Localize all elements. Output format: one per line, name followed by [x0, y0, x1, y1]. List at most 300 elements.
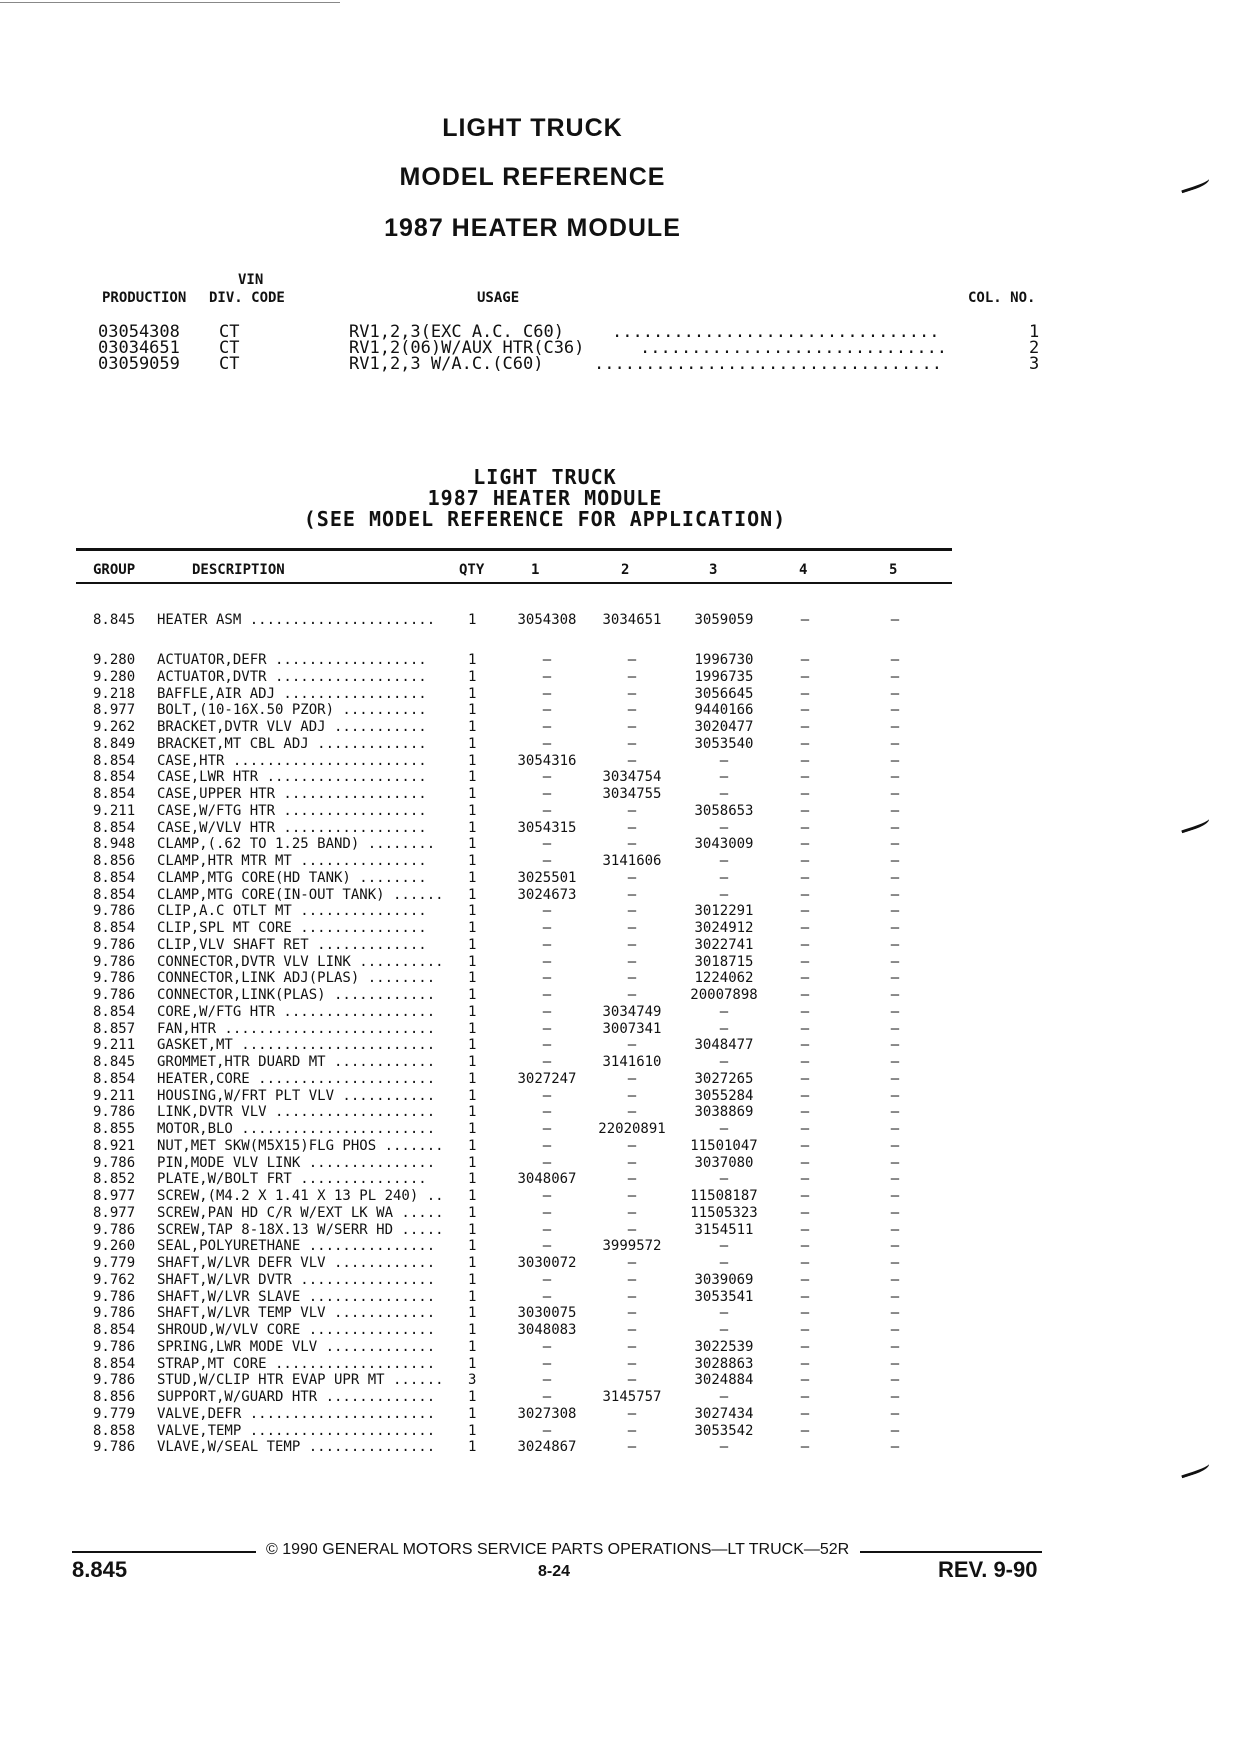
table-row: [0, 920, 1249, 937]
table-row: [0, 1423, 1249, 1440]
cell-col-1: —: [542, 702, 552, 719]
cell-col-5: —: [890, 1188, 900, 1204]
cell-col-1: —: [542, 1338, 552, 1355]
table-row: [0, 987, 1249, 1004]
cell-col-5: —: [890, 1104, 900, 1121]
cell-col-2: 3034754: [602, 769, 662, 786]
cell-col-2: 3999572: [602, 1238, 662, 1255]
cell-qty: 1: [468, 1070, 477, 1087]
cell-col-5: —: [890, 1003, 900, 1020]
cell-col-1: —: [542, 1288, 552, 1305]
cell-col-1: 3030072: [517, 1255, 577, 1271]
cell-col-5: —: [890, 1422, 900, 1439]
cell-col-4: —: [800, 1104, 810, 1121]
col-production-label: PRODUCTION: [102, 290, 187, 306]
cell-col-5: —: [890, 1204, 900, 1221]
cell-col-3: 3053542: [694, 1422, 754, 1439]
cell-col-5: —: [890, 1372, 900, 1389]
cell-col-3: 3027265: [694, 1070, 754, 1087]
cell-group: 9.211: [93, 802, 136, 819]
table-row: [0, 1289, 1249, 1306]
cell-description: CLAMP,MTG CORE(IN-OUT TANK) ......: [157, 886, 444, 903]
production-code: 03034651: [98, 338, 180, 358]
cell-col-5: —: [890, 1338, 900, 1355]
cell-description: VLAVE,W/SEAL TEMP ...............: [157, 1439, 436, 1456]
cell-col-1: 3027308: [517, 1405, 577, 1422]
cell-qty: 1: [468, 1154, 477, 1171]
cell-group: 8.854: [93, 1355, 136, 1372]
cell-col-4: —: [800, 719, 810, 735]
cell-col-3: 11505323: [690, 1204, 758, 1221]
cell-col-2: 3141606: [602, 853, 662, 869]
cell-col-1: 3054316: [517, 752, 577, 769]
leader-dots: ..................................: [594, 354, 942, 374]
cell-col-5: —: [890, 1288, 900, 1305]
margin-mark: [1179, 1461, 1210, 1479]
cell-description: PIN,MODE VLV LINK ...............: [157, 1154, 436, 1171]
cell-col-4: —: [800, 1405, 810, 1422]
table-row: [0, 612, 1249, 629]
table-row: [0, 652, 1249, 669]
cell-qty: 1: [468, 1355, 477, 1372]
cell-col-1: —: [542, 1037, 552, 1054]
cell-col-1: 3054315: [517, 819, 577, 836]
footer-revision: REV. 9-90: [938, 1557, 1038, 1582]
cell-description: SCREW,(M4.2 X 1.41 X 13 PL 240) ..: [157, 1188, 444, 1204]
cell-qty: 1: [468, 652, 477, 668]
header-col-4: 4: [799, 562, 808, 578]
cell-col-4: —: [800, 869, 810, 886]
cell-col-3: 3048477: [694, 1037, 754, 1054]
cell-col-5: —: [890, 886, 900, 903]
cell-col-4: —: [800, 920, 810, 936]
cell-col-5: —: [890, 802, 900, 819]
cell-col-2: —: [627, 869, 637, 886]
cell-col-2: —: [627, 920, 637, 936]
cell-col-4: —: [800, 1372, 810, 1389]
cell-col-4: —: [800, 836, 810, 853]
cell-col-3: 3027434: [694, 1405, 754, 1422]
table-row: [0, 853, 1249, 870]
cell-col-2: —: [627, 1171, 637, 1188]
cell-col-1: —: [542, 836, 552, 853]
cell-description: SCREW,PAN HD C/R W/EXT LK WA .....: [157, 1204, 444, 1221]
col-number: 1: [1029, 322, 1040, 342]
cell-col-4: —: [800, 1221, 810, 1238]
footer-rule-left: [72, 1551, 256, 1553]
cell-col-2: —: [627, 1355, 637, 1372]
div-code: CT: [219, 322, 240, 342]
production-code: 03059059: [98, 354, 180, 374]
cell-col-1: —: [542, 1188, 552, 1204]
cell-qty: 1: [468, 769, 477, 786]
cell-description: BRACKET,MT CBL ADJ .............: [157, 735, 427, 752]
cell-col-2: —: [627, 1322, 637, 1338]
cell-col-5: —: [890, 1020, 900, 1037]
cell-col-1: —: [542, 1137, 552, 1154]
cell-col-5: —: [890, 1271, 900, 1288]
cell-group: 9.786: [93, 1305, 136, 1322]
table-row: [0, 686, 1249, 703]
cell-description: CLAMP,MTG CORE(HD TANK) ........: [157, 869, 427, 886]
cell-group: 9.786: [93, 987, 136, 1003]
cell-col-1: —: [542, 652, 552, 668]
cell-description: SPRING,LWR MODE VLV .............: [157, 1338, 436, 1355]
cell-col-1: 3024867: [517, 1439, 577, 1456]
cell-col-4: —: [800, 1389, 810, 1405]
cell-col-5: —: [890, 987, 900, 1003]
cell-description: SHAFT,W/LVR DEFR VLV ............: [157, 1255, 436, 1271]
cell-qty: 1: [468, 1054, 477, 1070]
cell-col-4: —: [800, 1171, 810, 1188]
cell-col-5: —: [890, 1137, 900, 1154]
cell-description: SHROUD,W/VLV CORE ...............: [157, 1322, 436, 1338]
cell-group: 9.260: [93, 1238, 136, 1255]
cell-qty: 1: [468, 1037, 477, 1054]
cell-col-2: —: [627, 903, 637, 920]
cell-col-1: —: [542, 802, 552, 819]
cell-col-5: —: [890, 936, 900, 953]
page-title-2: MODEL REFERENCE: [399, 163, 666, 191]
cell-col-1: —: [542, 1221, 552, 1238]
cell-col-2: —: [627, 836, 637, 853]
cell-col-4: —: [800, 1238, 810, 1255]
cell-col-4: —: [800, 1070, 810, 1087]
cell-description: CASE,W/VLV HTR .................: [157, 819, 427, 836]
cell-description: SHAFT,W/LVR DVTR ................: [157, 1271, 436, 1288]
cell-col-5: —: [890, 853, 900, 869]
table-row: [0, 753, 1249, 770]
footer-page-number: 8-24: [538, 1563, 571, 1580]
cell-col-3: —: [719, 752, 729, 769]
cell-description: CLIP,SPL MT CORE ...............: [157, 920, 427, 936]
cell-group: 9.786: [93, 1288, 136, 1305]
cell-group: 8.854: [93, 1070, 136, 1087]
cell-col-5: —: [890, 1221, 900, 1238]
cell-description: STRAP,MT CORE ...................: [157, 1355, 436, 1372]
usage-text: RV1,2,3(EXC A.C. C60): [349, 322, 564, 342]
cell-col-5: —: [890, 1121, 900, 1137]
header-col-5: 5: [889, 562, 898, 578]
cell-group: 9.211: [93, 1037, 136, 1054]
cell-description: CONNECTOR,LINK ADJ(PLAS) ........: [157, 970, 436, 987]
cell-col-4: —: [800, 1054, 810, 1070]
table-row: [0, 702, 1249, 719]
cell-col-2: —: [627, 702, 637, 719]
cell-group: 8.948: [93, 836, 136, 853]
cell-qty: 1: [468, 1338, 477, 1355]
table-row: [0, 786, 1249, 803]
table-top-rule: [76, 548, 952, 551]
cell-col-2: —: [627, 1087, 637, 1104]
cell-qty: 1: [468, 1137, 477, 1154]
cell-qty: 1: [468, 1288, 477, 1305]
top-scan-line: [0, 2, 340, 3]
leader-dots: ................................: [612, 322, 940, 342]
cell-group: 8.854: [93, 886, 136, 903]
cell-group: 9.786: [93, 1221, 136, 1238]
cell-col-4: —: [800, 1338, 810, 1355]
table-row: [0, 1037, 1249, 1054]
cell-col-2: 3141610: [602, 1054, 662, 1070]
footer-copyright: © 1990 GENERAL MOTORS SERVICE PARTS OPERATIONS—LT TRUCK—52R: [266, 1541, 850, 1558]
cell-col-1: —: [542, 1389, 552, 1405]
cell-col-3: 3154511: [694, 1221, 754, 1238]
cell-col-4: —: [800, 1121, 810, 1137]
cell-qty: 1: [468, 936, 477, 953]
cell-description: FAN,HTR .........................: [157, 1020, 436, 1037]
table-row: [0, 1188, 1249, 1205]
table-row: [0, 1372, 1249, 1389]
cell-group: 8.849: [93, 735, 136, 752]
cell-col-5: —: [890, 786, 900, 802]
cell-col-5: —: [890, 1070, 900, 1087]
table-row: [0, 1021, 1249, 1038]
cell-col-3: —: [719, 1121, 729, 1137]
cell-description: ACTUATOR,DEFR ..................: [157, 652, 427, 668]
header-group: GROUP: [93, 562, 136, 578]
table-row: [0, 820, 1249, 837]
cell-group: 8.854: [93, 869, 136, 886]
cell-col-4: —: [800, 987, 810, 1003]
cell-col-5: —: [890, 953, 900, 970]
cell-qty: 1: [468, 1422, 477, 1439]
cell-col-4: —: [800, 612, 810, 628]
cell-col-5: —: [890, 1037, 900, 1054]
col-number: 2: [1029, 338, 1040, 358]
cell-col-1: 3048067: [517, 1171, 577, 1188]
cell-col-1: —: [542, 1003, 552, 1020]
cell-group: 8.921: [93, 1137, 136, 1154]
cell-col-3: —: [719, 1054, 729, 1070]
cell-col-2: —: [627, 685, 637, 702]
cell-col-1: —: [542, 920, 552, 936]
cell-col-4: —: [800, 1439, 810, 1456]
cell-group: 8.854: [93, 769, 136, 786]
table-row: [0, 1389, 1249, 1406]
cell-col-3: 3037080: [694, 1154, 754, 1171]
cell-col-3: —: [719, 1255, 729, 1271]
cell-col-2: —: [627, 987, 637, 1003]
cell-qty: 1: [468, 920, 477, 936]
div-code: CT: [219, 354, 240, 374]
cell-col-4: —: [800, 1255, 810, 1271]
cell-group: 8.854: [93, 819, 136, 836]
table-row: [0, 669, 1249, 686]
table-title-2: 1987 HEATER MODULE: [427, 486, 663, 510]
cell-col-3: 3024912: [694, 920, 754, 936]
cell-description: BAFFLE,AIR ADJ .................: [157, 685, 427, 702]
cell-description: VALVE,TEMP ......................: [157, 1422, 436, 1439]
cell-description: CASE,UPPER HTR .................: [157, 786, 427, 802]
cell-col-4: —: [800, 668, 810, 685]
cell-col-5: —: [890, 1171, 900, 1188]
table-row: [0, 870, 1249, 887]
cell-col-2: —: [627, 1154, 637, 1171]
cell-col-2: —: [627, 735, 637, 752]
cell-description: ACTUATOR,DVTR ..................: [157, 668, 427, 685]
cell-col-3: 3020477: [694, 719, 754, 735]
cell-col-1: —: [542, 1271, 552, 1288]
cell-col-3: —: [719, 1003, 729, 1020]
page-title-1: LIGHT TRUCK: [442, 114, 623, 142]
cell-col-4: —: [800, 1204, 810, 1221]
cell-col-4: —: [800, 769, 810, 786]
cell-col-3: 3043009: [694, 836, 754, 853]
cell-group: 9.218: [93, 685, 136, 702]
cell-col-4: —: [800, 786, 810, 802]
cell-group: 9.779: [93, 1405, 136, 1422]
col-number: 3: [1029, 354, 1040, 374]
cell-col-5: —: [890, 719, 900, 735]
cell-col-4: —: [800, 1288, 810, 1305]
table-row: [0, 1255, 1249, 1272]
cell-description: BOLT,(10-16X.50 PZOR) ..........: [157, 702, 427, 719]
cell-qty: 1: [468, 1389, 477, 1405]
cell-col-2: —: [627, 819, 637, 836]
table-row: [0, 1439, 1249, 1456]
cell-group: 9.779: [93, 1255, 136, 1271]
table-row: [0, 719, 1249, 736]
cell-group: 8.845: [93, 1054, 136, 1070]
footer-group-number: 8.845: [72, 1557, 128, 1582]
cell-col-1: 3027247: [517, 1070, 577, 1087]
cell-description: MOTOR,BLO .......................: [157, 1121, 436, 1137]
cell-group: 8.857: [93, 1020, 136, 1037]
cell-col-1: —: [542, 1154, 552, 1171]
cell-qty: 1: [468, 836, 477, 853]
page-title-3: 1987 HEATER MODULE: [384, 214, 681, 242]
cell-col-5: —: [890, 1305, 900, 1322]
cell-col-4: —: [800, 953, 810, 970]
cell-qty: 1: [468, 1221, 477, 1238]
cell-qty: 1: [468, 1020, 477, 1037]
cell-col-3: 3024884: [694, 1372, 754, 1389]
cell-col-2: 3034749: [602, 1003, 662, 1020]
cell-col-2: —: [627, 886, 637, 903]
header-description: DESCRIPTION: [192, 562, 285, 578]
cell-col-3: —: [719, 853, 729, 869]
cell-qty: 1: [468, 1188, 477, 1204]
cell-col-5: —: [890, 685, 900, 702]
table-row: [0, 1071, 1249, 1088]
cell-col-5: —: [890, 612, 900, 628]
cell-col-5: —: [890, 920, 900, 936]
table-row: [0, 970, 1249, 987]
cell-col-1: —: [542, 1238, 552, 1255]
cell-description: STUD,W/CLIP HTR EVAP UPR MT ......: [157, 1372, 444, 1389]
cell-col-5: —: [890, 702, 900, 719]
table-row: [0, 1205, 1249, 1222]
cell-col-1: —: [542, 668, 552, 685]
cell-qty: 1: [468, 1171, 477, 1188]
cell-col-5: —: [890, 1439, 900, 1456]
cell-col-1: 3025501: [517, 869, 577, 886]
cell-col-1: —: [542, 970, 552, 987]
cell-col-2: —: [627, 953, 637, 970]
cell-col-3: —: [719, 1389, 729, 1405]
table-row: [0, 1004, 1249, 1021]
cell-col-3: —: [719, 1171, 729, 1188]
table-row: [0, 1322, 1249, 1339]
cell-description: CASE,HTR .......................: [157, 752, 427, 769]
cell-col-3: 1224062: [694, 970, 754, 987]
cell-col-5: —: [890, 668, 900, 685]
cell-description: VALVE,DEFR ......................: [157, 1405, 436, 1422]
cell-col-1: —: [542, 903, 552, 920]
cell-group: 9.786: [93, 1104, 136, 1121]
cell-col-3: 3028863: [694, 1355, 754, 1372]
cell-col-4: —: [800, 702, 810, 719]
cell-col-3: 9440166: [694, 702, 754, 719]
header-qty: QTY: [459, 562, 485, 578]
cell-col-1: 3030075: [517, 1305, 577, 1322]
table-row: [0, 903, 1249, 920]
cell-description: CLAMP,HTR MTR MT ...............: [157, 853, 427, 869]
cell-description: CORE,W/FTG HTR ..................: [157, 1003, 436, 1020]
cell-col-5: —: [890, 1255, 900, 1271]
cell-description: SCREW,TAP 8-18X.13 W/SERR HD .....: [157, 1221, 444, 1238]
cell-col-5: —: [890, 1405, 900, 1422]
cell-col-3: 3053541: [694, 1288, 754, 1305]
cell-group: 9.280: [93, 652, 136, 668]
cell-col-1: —: [542, 1204, 552, 1221]
cell-col-4: —: [800, 1037, 810, 1054]
cell-col-4: —: [800, 853, 810, 869]
cell-col-2: —: [627, 668, 637, 685]
cell-description: GROMMET,HTR DUARD MT ............: [157, 1054, 436, 1070]
table-row: [0, 736, 1249, 753]
cell-col-5: —: [890, 652, 900, 668]
table-row: [0, 1222, 1249, 1239]
cell-qty: 3: [468, 1372, 477, 1389]
cell-group: 9.762: [93, 1271, 136, 1288]
cell-col-2: 22020891: [598, 1121, 666, 1137]
cell-col-3: 3012291: [694, 903, 754, 920]
cell-col-2: —: [627, 719, 637, 735]
cell-col-2: —: [627, 1037, 637, 1054]
cell-col-4: —: [800, 819, 810, 836]
cell-col-4: —: [800, 1137, 810, 1154]
cell-description: CONNECTOR,LINK(PLAS) ............: [157, 987, 436, 1003]
cell-group: 9.786: [93, 903, 136, 920]
cell-group: 8.858: [93, 1422, 136, 1439]
cell-col-1: —: [542, 719, 552, 735]
cell-qty: 1: [468, 1204, 477, 1221]
cell-group: 8.854: [93, 786, 136, 802]
cell-col-1: —: [542, 1054, 552, 1070]
margin-mark: [1179, 176, 1210, 194]
production-code: 03054308: [98, 322, 180, 342]
cell-col-1: —: [542, 1121, 552, 1137]
cell-group: 8.977: [93, 1204, 136, 1221]
usage-text: RV1,2(06)W/AUX HTR(C36): [349, 338, 585, 358]
cell-qty: 1: [468, 1322, 477, 1338]
cell-col-4: —: [800, 1305, 810, 1322]
cell-description: SHAFT,W/LVR TEMP VLV ............: [157, 1305, 436, 1322]
table-row: [0, 1238, 1249, 1255]
cell-col-3: —: [719, 1020, 729, 1037]
cell-col-3: 11508187: [690, 1188, 758, 1204]
cell-col-3: 3059059: [694, 612, 754, 628]
cell-description: HEATER ASM ......................: [157, 612, 436, 628]
cell-col-1: —: [542, 1355, 552, 1372]
cell-col-5: —: [890, 836, 900, 853]
cell-qty: 1: [468, 786, 477, 802]
leader-dots: ..............................: [640, 338, 948, 358]
cell-qty: 1: [468, 668, 477, 685]
cell-col-5: —: [890, 1322, 900, 1338]
